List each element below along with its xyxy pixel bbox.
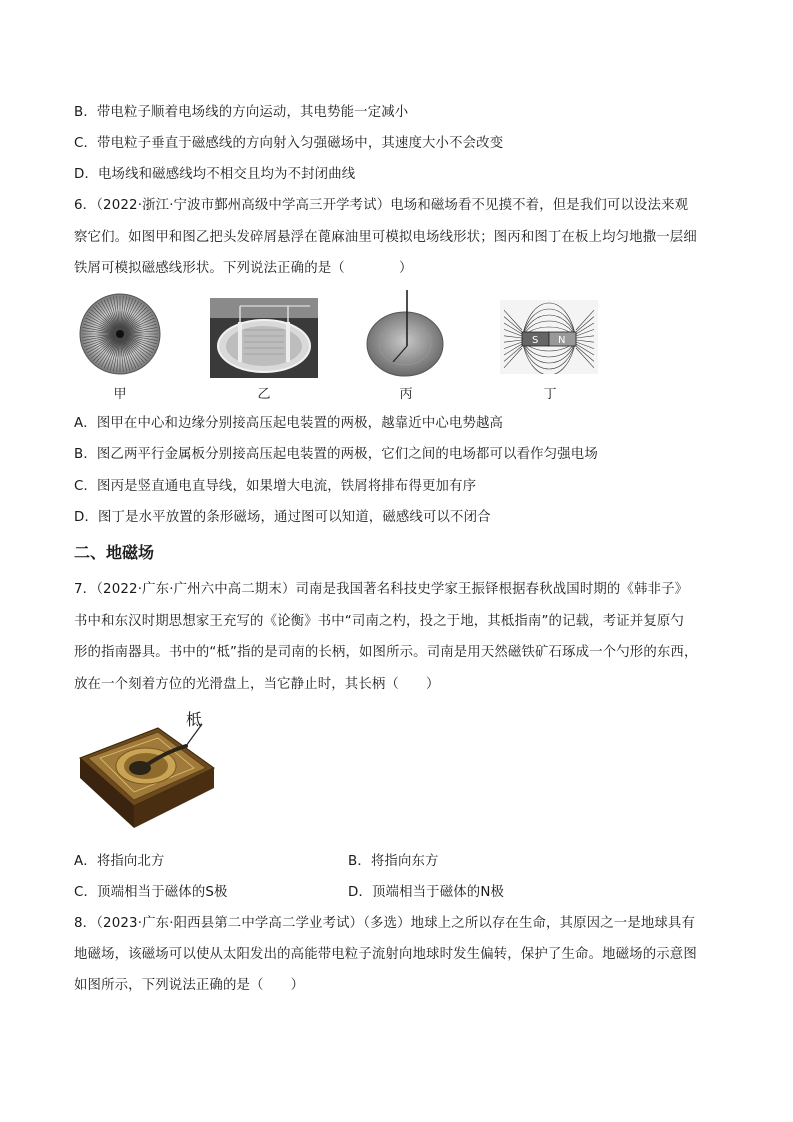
section-title: 二、地磁场 <box>74 543 155 562</box>
q7-option-b: B．将指向东方 <box>348 854 439 869</box>
q6-stem-line-3: 铁屑可模拟磁感线形状。下列说法正确的是（ ） <box>74 261 413 276</box>
q7-stem-line-3: 形的指南器具。书中的“柢”指的是司南的长柄，如图所示。司南是用天然磁铁矿石琢成一个勺形的东西， <box>74 645 698 660</box>
caption-bing: 丙 <box>399 387 413 402</box>
q6-stem-line-2: 察它们。如图甲和图乙把头发碎屑悬浮在蓖麻油里可模拟电场线形状；图丙和图丁在板上均匀地撒一层细 <box>74 230 697 245</box>
q5-option-c: C．带电粒子垂直于磁感线的方向射入匀强磁场中，其速度大小不会改变 <box>74 136 504 151</box>
figure-bing-straight-wire <box>365 290 445 378</box>
q6-stem-line-1: 6．（2022·浙江·宁波市鄞州高级中学高三开学考试）电场和磁场看不见摸不着，但是我们可以设法来观 <box>74 198 689 213</box>
q7-option-c: C．顶端相当于磁体的S极 <box>74 885 228 900</box>
q8-stem-line-1: 8．（2023·广东·阳西县第二中学高二学业考试）（多选）地球上之所以存在生命，其原因之一是地球具有 <box>74 916 696 931</box>
q6-option-c: C．图丙是竖直通电直导线，如果增大电流，铁屑将排布得更加有序 <box>74 479 477 494</box>
q8-stem-line-3: 如图所示，下列说法正确的是（ ） <box>74 978 305 993</box>
q7-option-d: D．顶端相当于磁体的N极 <box>348 885 505 900</box>
magnet-n-label: N <box>558 335 566 346</box>
q6-option-a: A．图甲在中心和边缘分别接高压起电装置的两极，越靠近中心电势越高 <box>74 416 504 431</box>
q8-stem-line-2: 地磁场，该磁场可以使从太阳发出的高能带电粒子流射向地球时发生偏转，保护了生命。地磁场的示意图 <box>74 947 697 962</box>
q5-option-d: D．电场线和磁感线均不相交且均为不封闭曲线 <box>74 167 356 182</box>
magnet-s-label: S <box>532 335 539 346</box>
q7-stem-line-2: 书中和东汉时期思想家王充写的《论衡》书中“司南之杓，投之于地，其柢指南”的记载，考证并复原勺 <box>74 614 684 629</box>
q7-stem-line-4: 放在一个刻着方位的光滑盘上，当它静止时，其长柄（ ） <box>74 677 440 692</box>
q7-stem-line-1: 7．（2022·广东·广州六中高二期末）司南是我国著名科技史学家王振铎根据春秋战国时期的《韩非子》 <box>74 582 689 597</box>
q5-option-b: B．带电粒子顺着电场线的方向运动，其电势能一定减小 <box>74 105 409 120</box>
q6-option-d: D．图丁是水平放置的条形磁场，通过图可以知道，磁感线可以不闭合 <box>74 510 491 525</box>
caption-ding: 丁 <box>543 387 557 402</box>
caption-yi: 乙 <box>257 387 271 402</box>
q7-option-a: A．将指向北方 <box>74 854 165 869</box>
figure-yi-parallel-plates <box>210 298 318 378</box>
figure-jia-radial-field <box>78 292 162 376</box>
handle-label: 柢 <box>186 710 203 729</box>
caption-jia: 甲 <box>113 387 127 402</box>
q6-option-b: B．图乙两平行金属板分别接高压起电装置的两极，它们之间的电场都可以看作匀强电场 <box>74 447 598 462</box>
figure-ding-bar-magnet <box>500 300 598 374</box>
